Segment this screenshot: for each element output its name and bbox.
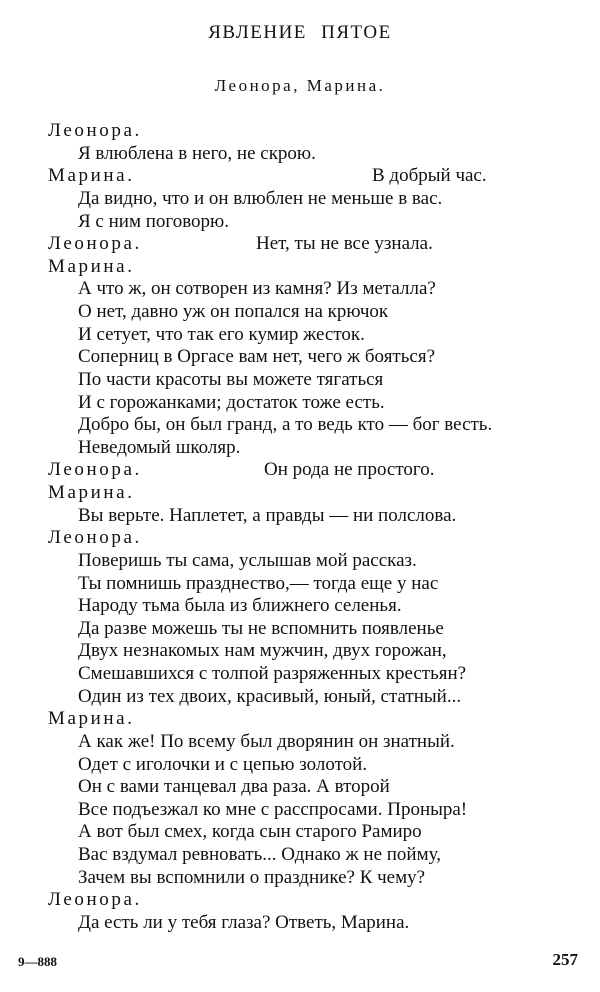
verse-line bbox=[48, 346, 578, 369]
verse-text: Зачем вы вспомнили о празднике? К чему? bbox=[78, 866, 426, 888]
verse-text: Я с ним поговорю. bbox=[78, 210, 229, 232]
speaker-name: Марина. bbox=[48, 165, 135, 187]
verse-line bbox=[48, 324, 578, 347]
verse-text: О нет, давно уж он попался на крючок bbox=[78, 301, 389, 322]
speaker-line bbox=[48, 165, 578, 188]
verse-text: А вот был смех, когда сын старого Рамиро bbox=[78, 821, 422, 843]
verse-line bbox=[48, 301, 578, 324]
verse-text: Все подъезжал ко мне с расспросами. Проныра! bbox=[78, 798, 468, 820]
verse-text: По части красоты вы можете тягаться bbox=[78, 368, 384, 390]
verse-line bbox=[48, 392, 578, 415]
verse-line bbox=[48, 867, 578, 890]
speaker-line bbox=[48, 459, 578, 482]
speaker-line bbox=[48, 233, 578, 256]
verse-text: Неведомый школяр. bbox=[78, 436, 241, 458]
verse-text: Поверишь ты сама, услышав мой рассказ. bbox=[78, 549, 417, 571]
speaker-line bbox=[48, 527, 578, 550]
verse-line bbox=[48, 414, 578, 437]
page-number: 257 bbox=[552, 950, 578, 969]
verse-line bbox=[48, 278, 578, 301]
verse-line bbox=[48, 912, 578, 935]
verse-text: Я влюблена в него, не скрою. bbox=[78, 142, 316, 164]
verse-line bbox=[48, 686, 578, 709]
speaker-name: Леонора. bbox=[48, 233, 142, 255]
speaker-line bbox=[48, 120, 578, 143]
verse-line bbox=[48, 799, 578, 822]
verse-line bbox=[48, 731, 578, 754]
verse-continuation: Он рода не простого. bbox=[264, 459, 435, 481]
verse-line bbox=[48, 143, 578, 166]
verse-text: А что ж, он сотворен из камня? Из металла? bbox=[78, 278, 436, 300]
verse-text: Добро бы, он был гранд, а то ведь кто — бог весть. bbox=[78, 414, 493, 436]
verse-text: И сетует, что так его кумир жесток. bbox=[78, 323, 365, 345]
verse-line bbox=[48, 188, 578, 211]
verse-line bbox=[48, 211, 578, 234]
verse-line bbox=[48, 776, 578, 799]
verse-text: Одет с иголочки и с цепью золотой. bbox=[78, 753, 368, 775]
speaker-line bbox=[48, 256, 578, 279]
verse-line bbox=[48, 754, 578, 777]
verse-text: Да видно, что и он влюблен не меньше в вас. bbox=[78, 187, 443, 209]
speaker-line bbox=[48, 708, 578, 731]
verse-text: Смешавшихся с толпой разряженных крестьян? bbox=[78, 663, 467, 684]
verse-line bbox=[48, 844, 578, 867]
verse-text: Он с вами танцевал два раза. А второй bbox=[78, 776, 390, 798]
verse-text: Да есть ли у тебя глаза? Ответь, Марина. bbox=[78, 911, 410, 933]
dialogue-block bbox=[48, 120, 578, 935]
speaker-name: Марина. bbox=[48, 708, 135, 730]
speaker-name: Леонора. bbox=[48, 459, 142, 481]
verse-text: Один из тех двоих, красивый, юный, статный... bbox=[78, 685, 462, 707]
verse-continuation: Нет, ты не все узнала. bbox=[256, 233, 433, 255]
speaker-name: Марина. bbox=[48, 482, 135, 503]
speaker-name: Леонора. bbox=[48, 889, 142, 911]
verse-line bbox=[48, 821, 578, 844]
verse-text: Да разве можешь ты не вспомнить появленье bbox=[78, 617, 444, 639]
verse-text: Соперниц в Оргасе вам нет, чего ж бояться? bbox=[78, 346, 436, 368]
verse-line bbox=[48, 595, 578, 618]
verse-line bbox=[48, 369, 578, 392]
speaker-name: Леонора. bbox=[48, 527, 142, 549]
verse-line bbox=[48, 437, 578, 460]
speaker-name: Леонора. bbox=[48, 120, 142, 141]
verse-text: Ты помнишь празднество,— тогда еще у нас bbox=[78, 572, 439, 594]
verse-text: Народу тьма была из ближнего селенья. bbox=[78, 595, 402, 617]
speaker-line bbox=[48, 482, 578, 505]
verse-text: И с горожанками; достаток тоже есть. bbox=[78, 391, 385, 413]
speaker-line bbox=[48, 889, 578, 912]
verse-line bbox=[48, 640, 578, 663]
verse-text: Вас вздумал ревновать... Однако ж не пойму, bbox=[78, 844, 441, 865]
verse-line bbox=[48, 663, 578, 686]
signature-mark: 9—888 bbox=[18, 954, 57, 969]
verse-text: Вы верьте. Наплетет, а правды — ни полслова. bbox=[78, 504, 457, 526]
verse-line bbox=[48, 573, 578, 596]
verse-text: А как же! По всему был дворянин он знатный. bbox=[78, 730, 455, 752]
verse-line bbox=[48, 550, 578, 573]
verse-continuation: В добрый час. bbox=[372, 165, 487, 187]
verse-line bbox=[48, 505, 578, 528]
speaker-name: Марина. bbox=[48, 255, 135, 277]
verse-line bbox=[48, 618, 578, 641]
scene-title: ЯВЛЕНИЕ ПЯТОЕ bbox=[208, 22, 392, 43]
verse-text: Двух незнакомых нам мужчин, двух горожан, bbox=[78, 640, 447, 662]
cast-list: Леонора, Марина. bbox=[214, 76, 386, 95]
